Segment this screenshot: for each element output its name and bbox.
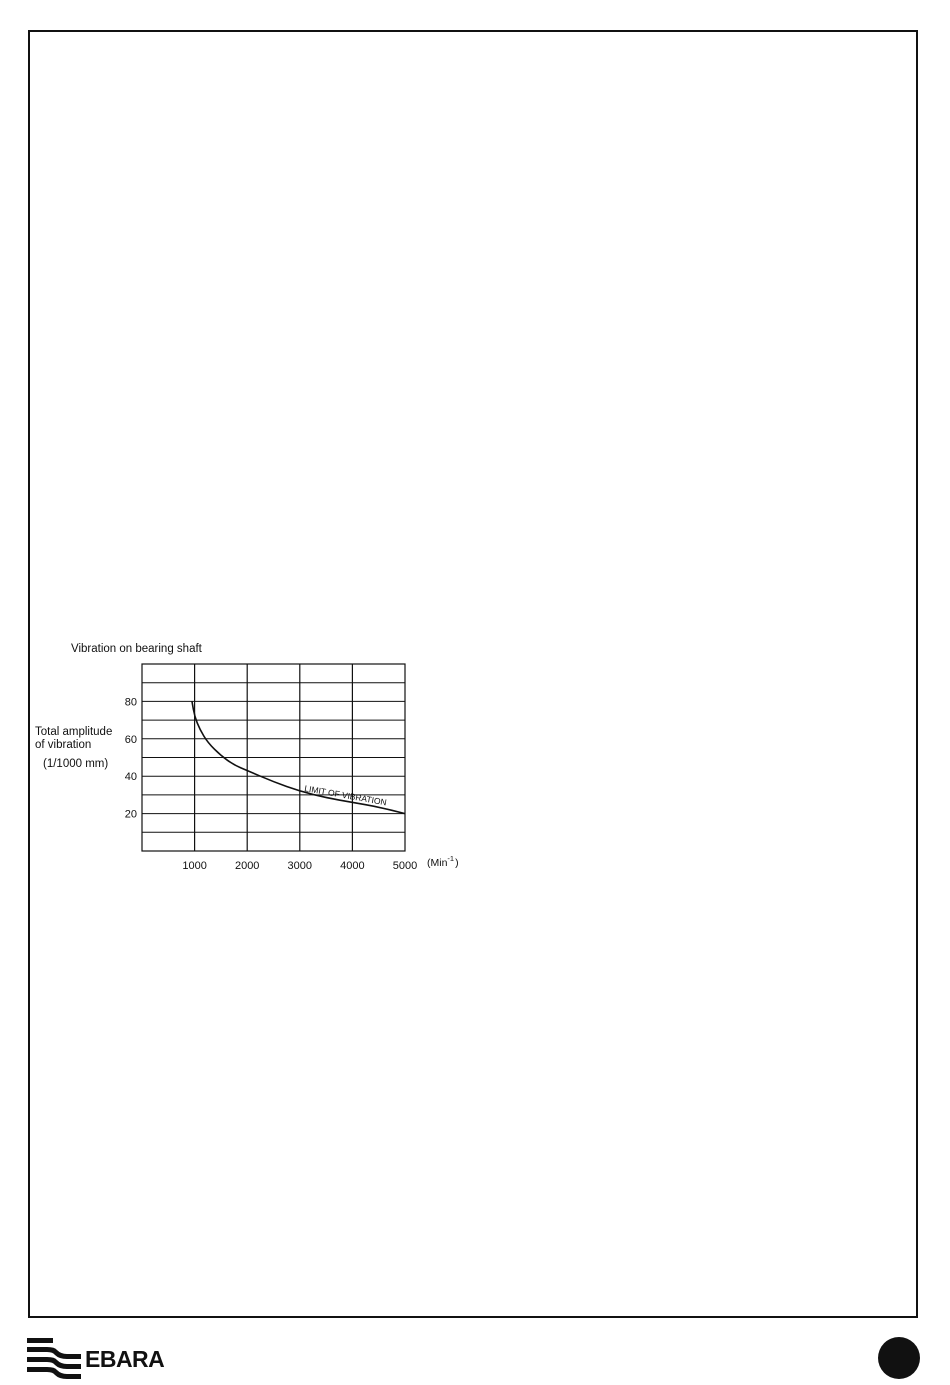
x-tick-label: 4000 [340,860,365,872]
y-axis-title-line-1: Total amplitude [35,726,113,738]
logo-wordmark: EBARA [85,1346,165,1372]
ebara-wave-mark-icon [27,1338,83,1380]
x-axis-unit [427,854,459,869]
x-axis-unit-main: (Min [427,857,448,869]
x-tick-label: 2000 [234,860,260,872]
y-tick-label: 80 [124,696,137,709]
page-marker-dot [878,1337,920,1379]
x-axis-unit-exponent: -1 [447,854,455,863]
y-axis-title-line-3: (1/1000 mm) [43,758,109,770]
x-tick-label: 3000 [287,860,313,872]
y-axis-title-line-2: of vibration [35,739,92,751]
ebara-logo [27,1338,177,1380]
y-tick-label: 40 [124,771,137,784]
y-tick-label: 60 [124,733,137,746]
x-axis-unit-close: ) [455,857,459,869]
grid [142,664,405,851]
x-tick-label: 5000 [392,860,418,872]
x-tick-label: 1000 [182,860,207,872]
chart-title: Vibration on bearing shaft [71,643,202,655]
x-tick-labels [182,860,417,872]
series-label-limit-of-vibration: LIMIT OF VIBRATION [303,783,388,808]
y-tick-labels [125,696,137,820]
y-axis-title [35,726,112,770]
y-tick-label: 20 [124,808,137,821]
